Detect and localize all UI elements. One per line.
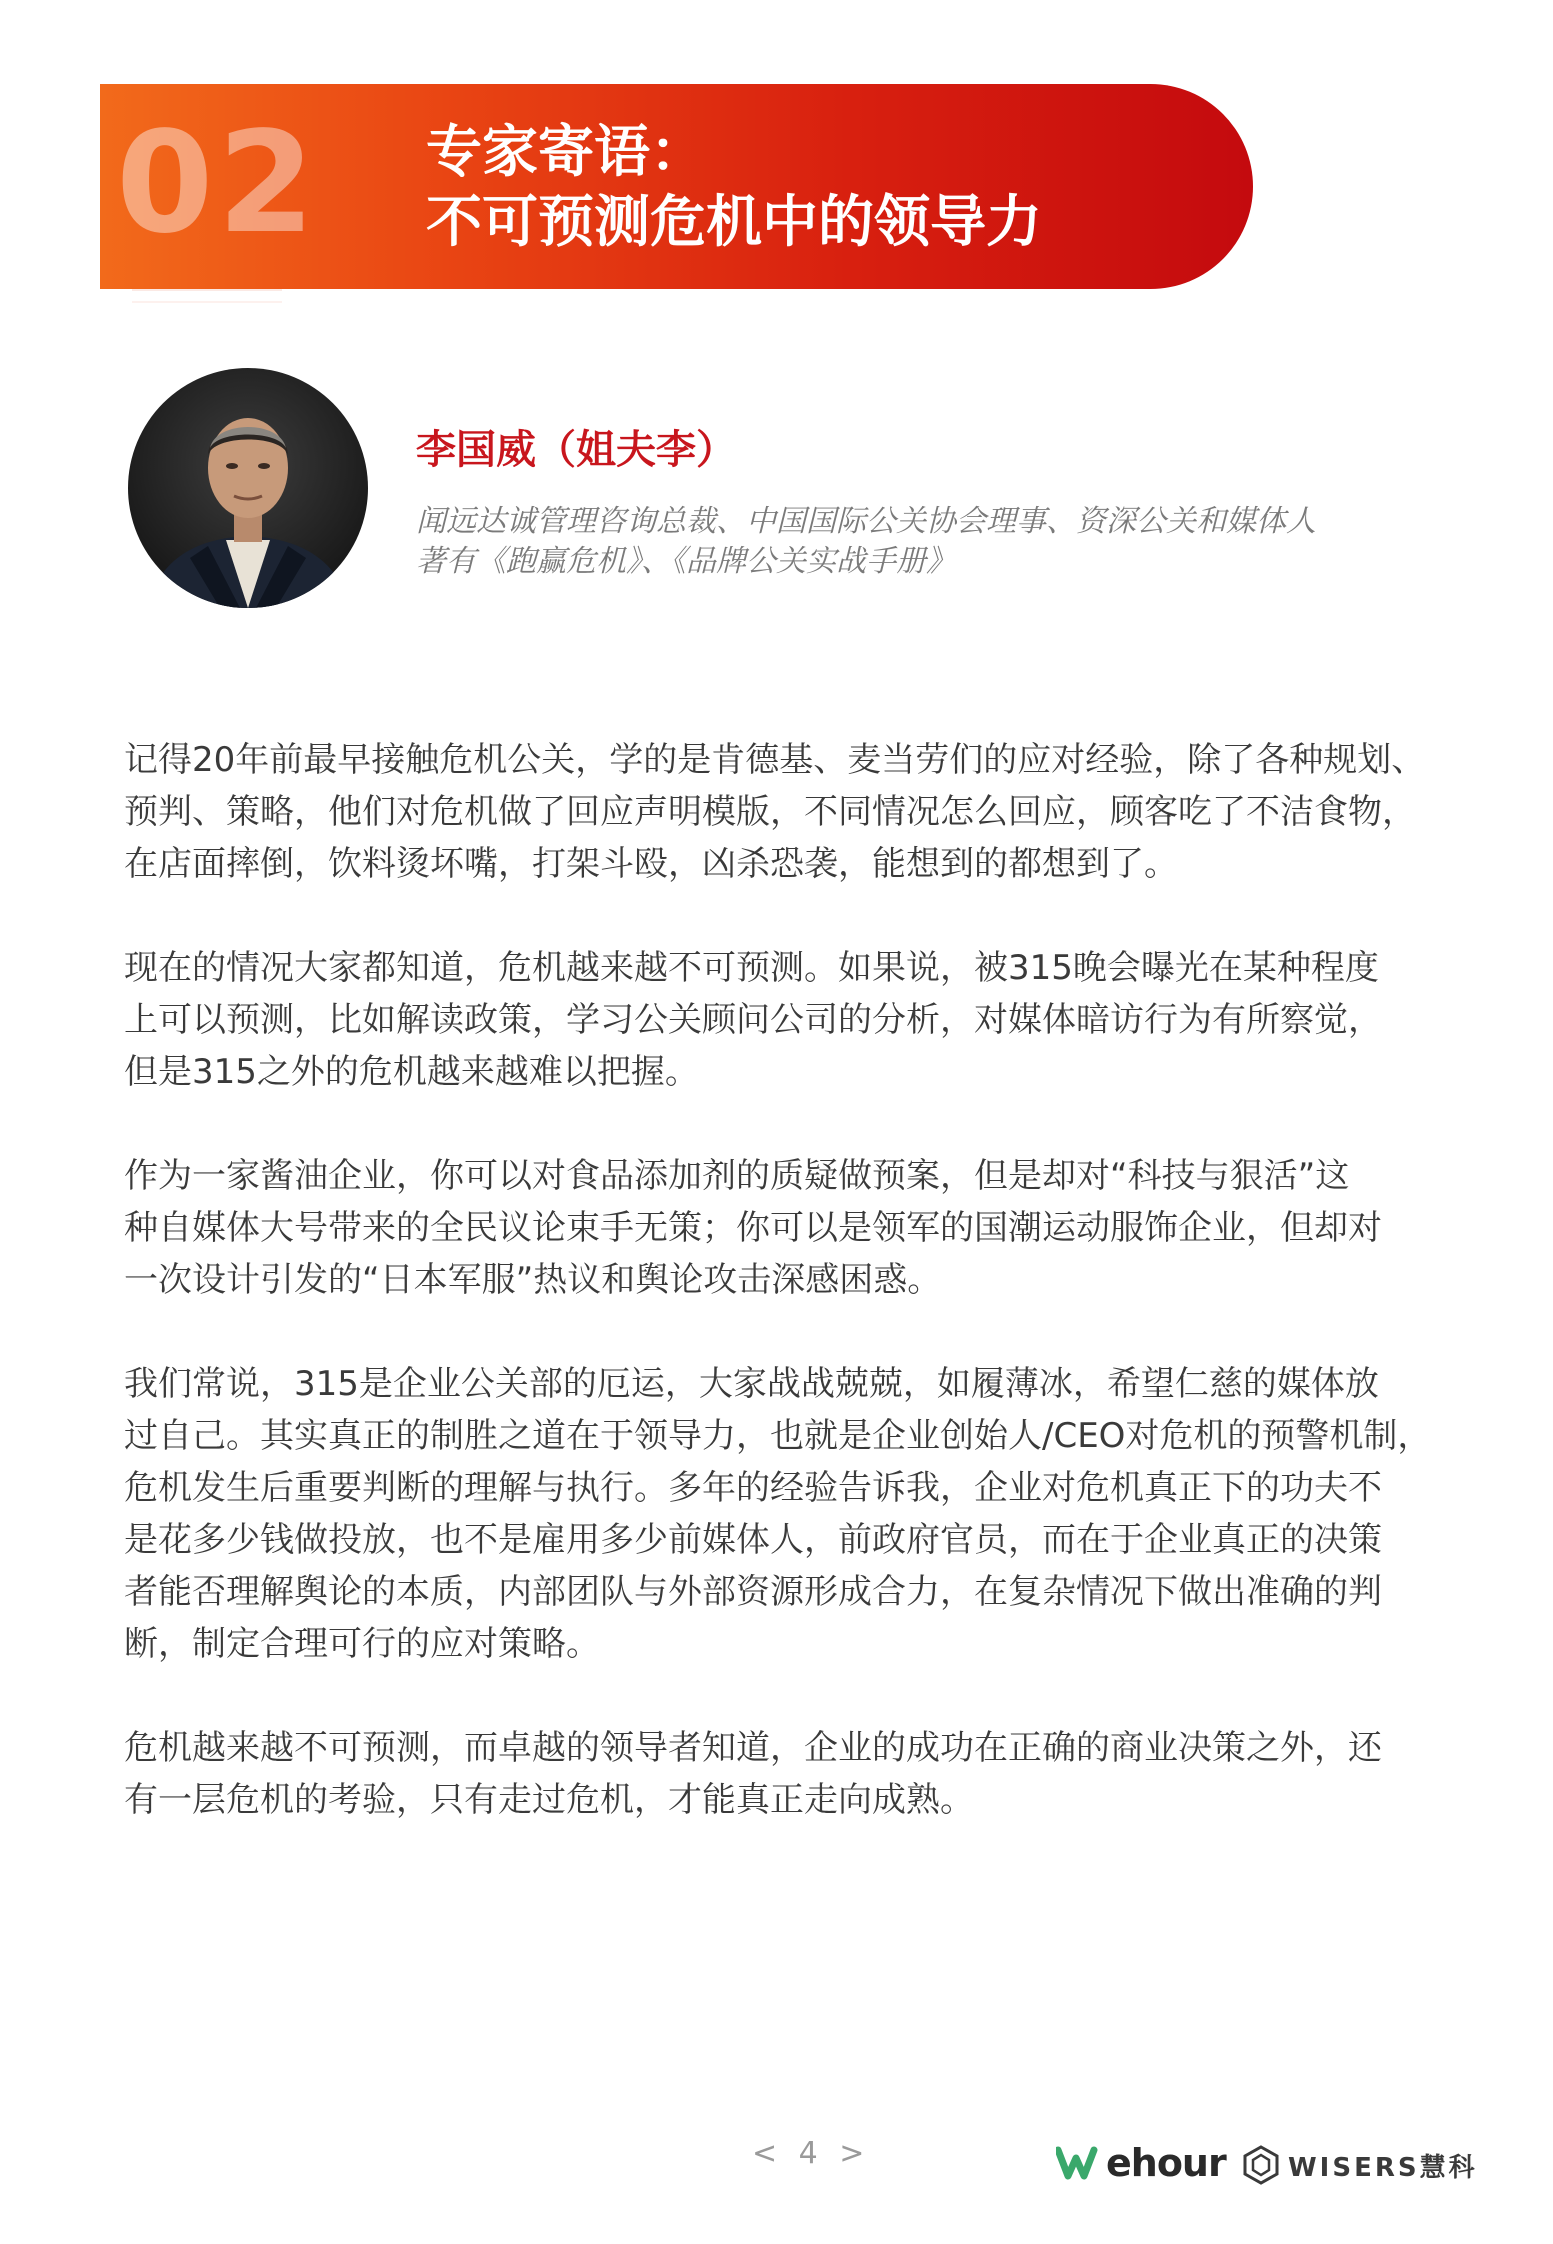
section-title-line2: 不可预测危机中的领导力 <box>426 190 1042 255</box>
wehour-logo-text: ehour <box>1106 2141 1226 2185</box>
paragraph-4 <box>124 1358 1464 1670</box>
paragraph-line: 作为一家酱油企业，你可以对食品添加剂的质疑做预案，但是却对“科技与狠活”这 <box>124 1156 1350 1196</box>
page-number: < 4 > <box>752 2136 871 2171</box>
wehour-logo <box>1056 2138 1226 2188</box>
paragraph-line: 者能否理解舆论的本质，内部团队与外部资源形成合力，在复杂情况下做出准确的判 <box>124 1572 1382 1612</box>
author-avatar <box>128 368 368 608</box>
author-portrait-icon <box>128 368 368 608</box>
paragraph-line: 有一层危机的考验，只有走过危机，才能真正走向成熟。 <box>124 1780 974 1820</box>
article-body <box>124 734 1464 1878</box>
section-banner <box>100 84 1253 289</box>
author-title-line: 闻远达诚管理咨询总裁、中国国际公关协会理事、资深公关和媒体人 <box>416 504 1316 539</box>
paragraph-line: 记得20年前最早接触危机公关，学的是肯德基、麦当劳们的应对经验，除了各种规划、 <box>124 740 1426 780</box>
paragraph-line: 是花多少钱做投放，也不是雇用多少前媒体人，前政府官员，而在于企业真正的决策 <box>124 1520 1382 1560</box>
paragraph-line: 危机越来越不可预测，而卓越的领导者知道，企业的成功在正确的商业决策之外，还 <box>124 1728 1382 1768</box>
paragraph-line: 现在的情况大家都知道，危机越来越不可预测。如果说，被315晚会曝光在某种程度 <box>124 948 1379 988</box>
wisers-logo <box>1242 2142 1478 2188</box>
paragraph-line: 上可以预测，比如解读政策，学习公关顾问公司的分析，对媒体暗访行为有所察觉， <box>124 1000 1382 1040</box>
paragraph-5 <box>124 1722 1464 1826</box>
paragraph-line: 断，制定合理可行的应对策略。 <box>124 1624 600 1664</box>
section-number: 02 <box>116 102 319 265</box>
paragraph-3 <box>124 1150 1464 1306</box>
section-title <box>426 118 1042 258</box>
author-name: 李国威（姐夫李） <box>416 427 736 473</box>
wisers-logo-text: WISERS慧科 <box>1288 2152 1478 2183</box>
author-books-line: 著有《跑赢危机》、《品牌公关实战手册》 <box>416 544 956 579</box>
section-number-reflection <box>132 289 282 303</box>
author-description <box>416 502 1316 582</box>
section-title-line1: 专家寄语： <box>426 120 706 185</box>
wisers-hexagon-icon <box>1242 2145 1280 2185</box>
paragraph-1 <box>124 734 1464 890</box>
paragraph-line: 在店面摔倒，饮料烫坏嘴，打架斗殴，凶杀恐袭，能想到的都想到了。 <box>124 844 1178 884</box>
paragraph-line: 一次设计引发的“日本军服”热议和舆论攻击深感困惑。 <box>124 1260 942 1300</box>
paragraph-2 <box>124 942 1464 1098</box>
paragraph-line: 过自己。其实真正的制胜之道在于领导力，也就是企业创始人/CEO对危机的预警机制， <box>124 1416 1432 1456</box>
paragraph-line: 预判、策略，他们对危机做了回应声明模版，不同情况怎么回应，顾客吃了不洁食物， <box>124 792 1416 832</box>
paragraph-line: 危机发生后重要判断的理解与执行。多年的经验告诉我，企业对危机真正下的功夫不 <box>124 1468 1382 1508</box>
paragraph-line: 我们常说，315是企业公关部的厄运，大家战战兢兢，如履薄冰，希望仁慈的媒体放 <box>124 1364 1379 1404</box>
paragraph-line: 但是315之外的危机越来越难以把握。 <box>124 1052 699 1092</box>
paragraph-line: 种自媒体大号带来的全民议论束手无策；你可以是领军的国潮运动服饰企业，但却对 <box>124 1208 1382 1248</box>
wehour-w-icon <box>1056 2146 1106 2180</box>
